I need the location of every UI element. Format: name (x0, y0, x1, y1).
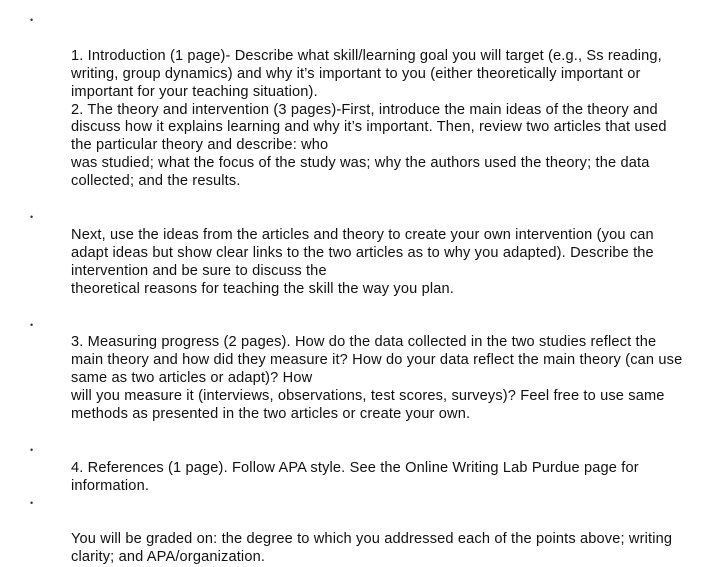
bullet-text: You will be graded on: the degree to which you addressed each of the points above; writing clarity; and APA/organization. (71, 531, 673, 566)
bullet-point: • (30, 15, 34, 25)
bullet-text: 4. References (1 page). Follow APA style. See the Online Writing Lab Purdue page for information. (71, 459, 639, 494)
bullet-item-grading (30, 495, 690, 567)
bullet-list (30, 12, 690, 567)
bullet-item-intervention (30, 191, 690, 298)
bullet-text: 3. Measuring progress (2 pages). How do the data collected in the two studies reflect the main theory and how did they measure it? How do your data reflect the main theory (can use same as two articles or adapt)? How will you measure it (interviews, observations, test scores, surveys)? Feel free to use same methods as presented in the two articles or create your own. (71, 334, 683, 422)
bullet-point: • (30, 319, 34, 330)
bullet-item-introduction (30, 12, 690, 191)
bullet-point: • (30, 212, 34, 223)
bullet-point: • (30, 498, 34, 509)
bullet-text: 1. Introduction (1 page)- Describe what skill/learning goal you will target (e.g., Ss reading, writing, group dynamics) and why it’s important to you (either theoretically important or important for your teaching situation). 2. The theory and intervention (3 pages)-First, introduce the main ideas of the theory and discuss how it explains learning and why it’s important. Then, review two articles that used the particular theory and describe: who was studied; what the focus of the study was; why the authors used the theory; the data collected; and the results. (71, 47, 667, 190)
bullet-point: • (30, 444, 34, 455)
bullet-item-references (30, 424, 690, 496)
bullet-text: Next, use the ideas from the articles and theory to create your own intervention (you can adapt ideas but show clear links to the two articles as to why you adapted). Describe the intervention and be sure to discuss the theoretical reasons for teaching the skill the way you plan. (71, 226, 654, 297)
bullet-item-measuring-progress (30, 299, 690, 424)
